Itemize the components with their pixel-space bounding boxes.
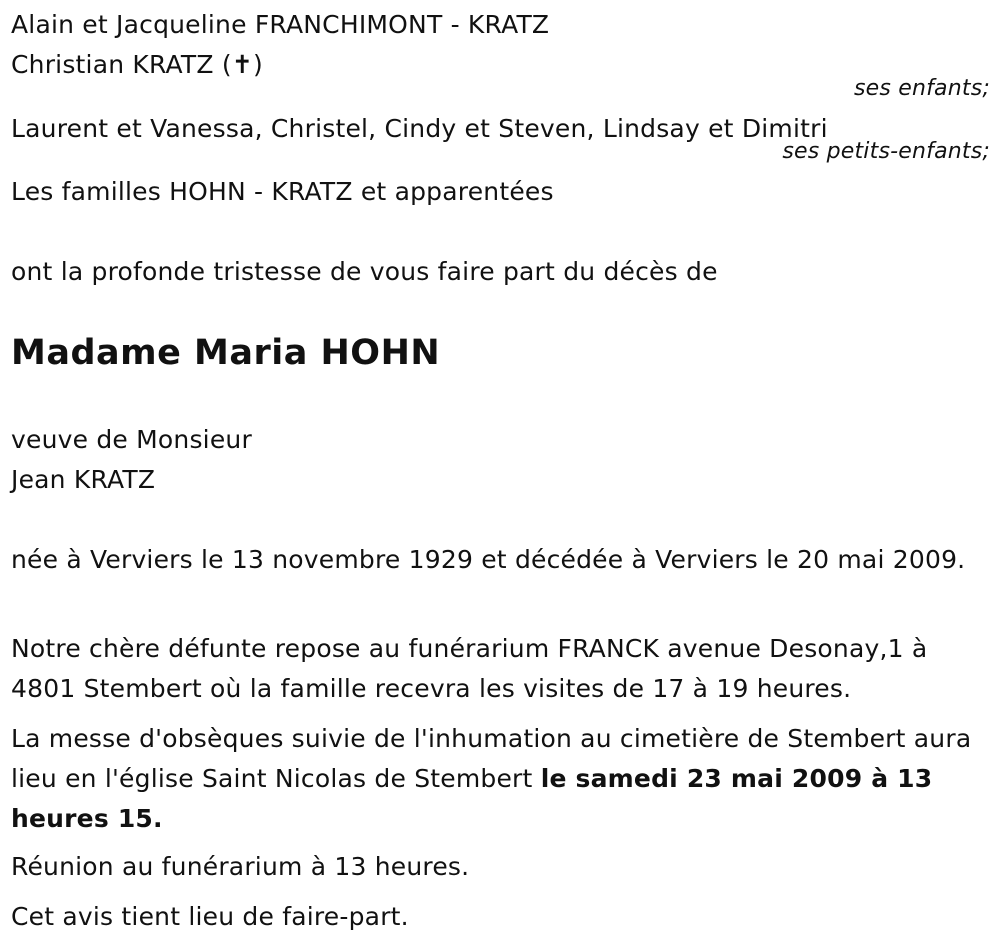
grandchildren-label: ses petits-enfants; — [782, 139, 990, 164]
deceased-name: Madame Maria HOHN — [11, 333, 441, 373]
widow-line-2: Jean KRATZ — [11, 465, 156, 494]
relatives-line: Les familles HOHN - KRATZ et apparentées — [11, 177, 554, 206]
grandchildren-line: Laurent et Vanessa, Christel, Cindy et Steven, Lindsay et Dimitri — [11, 114, 828, 143]
family-line-2: Christian KRATZ (✝) — [11, 50, 263, 79]
meeting-line: Réunion au funérarium à 13 heures. — [11, 852, 470, 881]
announcement-text: ont la profonde tristesse de vous faire part du décès de — [11, 257, 718, 286]
funeral-paragraph — [11, 719, 986, 839]
children-label: ses enfants; — [853, 76, 990, 101]
birth-death-paragraph: née à Verviers le 13 novembre 1929 et décédée à Verviers le 20 mai 2009. — [11, 545, 966, 574]
notice-line: Cet avis tient lieu de faire-part. — [11, 902, 409, 931]
widow-line-1: veuve de Monsieur — [11, 425, 252, 454]
family-line-1: Alain et Jacqueline FRANCHIMONT - KRATZ — [11, 10, 550, 39]
funeral-text: La messe d'obsèques suivie de l'inhumation au cimetière de Stembert aura lieu en l'église Saint Nicolas de Stembert — [11, 724, 972, 793]
rest-paragraph: Notre chère défunte repose au funérarium FRANCK avenue Desonay,1 à 4801 Stembert où la famille recevra les visites de 17 à 19 heures. — [11, 634, 928, 703]
funeral-date: le samedi 23 mai 2009 à 13 heures 15. — [11, 764, 933, 833]
